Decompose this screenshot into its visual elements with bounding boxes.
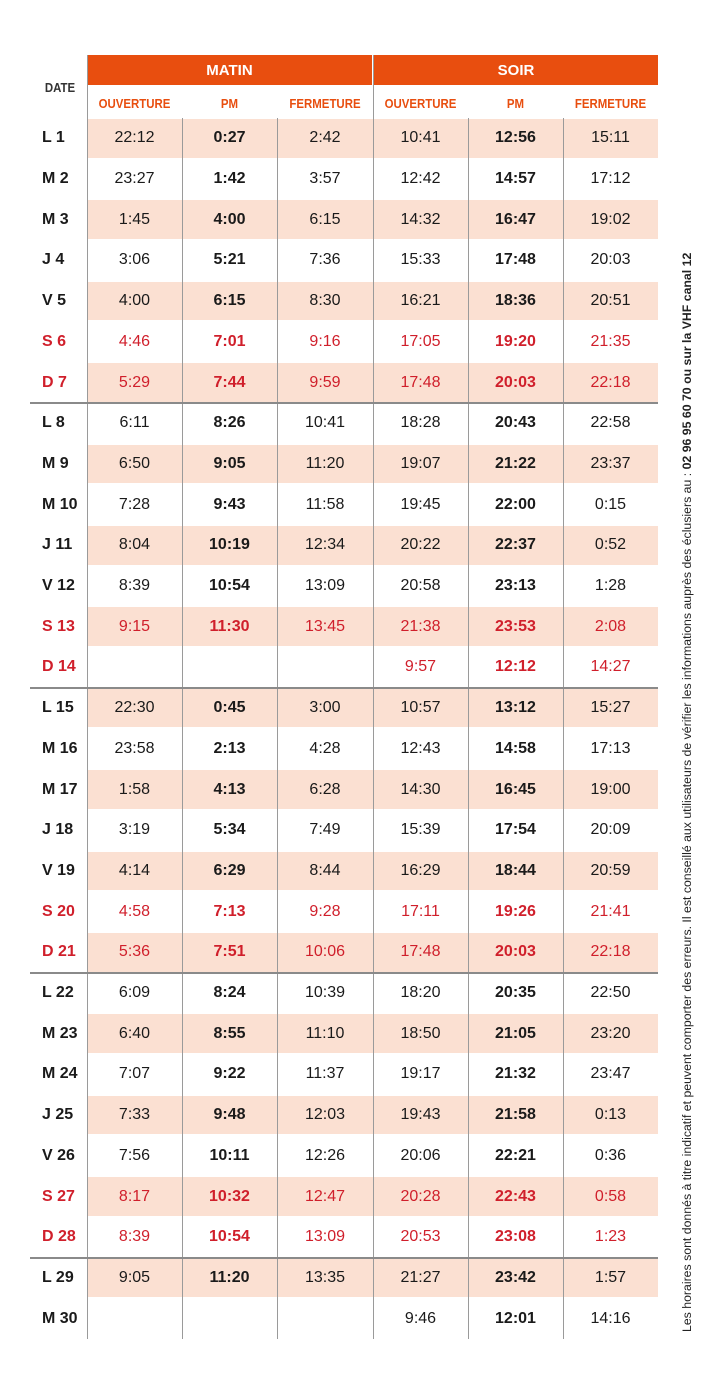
time-cell: 10:19	[209, 536, 250, 554]
day-label: D 21	[42, 943, 76, 961]
time-cell: 17:54	[495, 821, 536, 839]
day-label: M 30	[42, 1309, 78, 1327]
time-cell: 4:58	[118, 902, 151, 920]
day-label: M 23	[42, 1024, 78, 1042]
time-cell: 14:30	[400, 780, 441, 798]
time-cell	[277, 1298, 373, 1339]
time-cell: 12:01	[495, 1309, 536, 1327]
time-cell: 23:42	[495, 1268, 536, 1286]
time-cell: 10:06	[304, 943, 346, 961]
time-cell: 9:57	[404, 658, 437, 676]
day-label: J 25	[42, 1106, 74, 1124]
time-cell: 17:12	[590, 170, 631, 188]
time-cell	[87, 647, 182, 688]
time-cell: 6:15	[309, 210, 341, 228]
day-label: M 2	[42, 170, 69, 188]
time-cell	[277, 647, 373, 688]
time-cell: 20:06	[400, 1146, 441, 1164]
time-cell: 1:28	[594, 577, 627, 595]
time-cell: 13:09	[304, 577, 346, 595]
time-cell: 19:45	[400, 495, 441, 513]
time-cell: 19:07	[400, 454, 441, 472]
time-cell: 14:16	[590, 1309, 631, 1327]
day-label: M 3	[42, 210, 69, 228]
time-cell: 23:08	[495, 1228, 536, 1246]
day-label: V 26	[42, 1146, 75, 1164]
time-cell: 6:29	[213, 861, 246, 879]
day-label: S 20	[42, 902, 75, 920]
time-cell: 22:00	[495, 495, 536, 513]
time-cell	[87, 1298, 182, 1339]
time-cell: 0:52	[594, 536, 627, 554]
time-cell: 12:03	[304, 1106, 346, 1124]
time-cell: 0:36	[594, 1146, 627, 1164]
time-cell: 23:58	[114, 739, 155, 757]
column-header-1: PM	[220, 95, 239, 111]
time-cell: 20:59	[590, 861, 631, 879]
time-cell: 4:00	[118, 292, 151, 310]
time-cell: 16:47	[495, 210, 536, 228]
time-cell: 17:48	[495, 251, 536, 269]
time-cell: 15:27	[590, 699, 631, 717]
column-header-4: PM	[506, 95, 525, 111]
time-cell: 9:28	[309, 902, 341, 920]
time-cell: 8:04	[118, 536, 151, 554]
time-cell: 19:17	[400, 1065, 441, 1083]
time-cell: 20:03	[495, 943, 536, 961]
day-label: D 14	[42, 658, 76, 676]
time-cell: 18:36	[495, 292, 536, 310]
time-cell: 7:33	[118, 1106, 151, 1124]
time-cell: 13:45	[304, 617, 346, 635]
time-cell: 9:48	[213, 1106, 246, 1124]
time-cell: 21:05	[495, 1024, 536, 1042]
day-label: J 18	[42, 821, 74, 839]
time-cell: 21:22	[495, 454, 536, 472]
time-cell: 10:41	[400, 129, 441, 147]
time-cell: 22:30	[114, 699, 155, 717]
time-cell: 0:45	[213, 699, 246, 717]
time-cell: 5:34	[213, 821, 246, 839]
time-cell: 10:39	[304, 984, 346, 1002]
day-label: D 28	[42, 1228, 76, 1246]
time-cell: 7:36	[309, 251, 341, 269]
time-cell: 8:55	[213, 1024, 246, 1042]
time-cell: 12:26	[304, 1146, 346, 1164]
time-cell: 6:11	[119, 414, 150, 432]
time-cell: 1:57	[594, 1268, 627, 1286]
time-cell: 20:28	[400, 1187, 441, 1205]
time-cell: 8:30	[309, 292, 341, 310]
time-cell: 11:58	[305, 495, 345, 513]
time-cell: 20:53	[400, 1228, 441, 1246]
day-label: V 12	[42, 577, 75, 595]
day-label: S 27	[42, 1187, 75, 1205]
day-label: V 19	[42, 861, 75, 879]
time-cell: 22:21	[495, 1146, 536, 1164]
disclaimer-text: Les horaires sont donnés à titre indicatif et peuvent comporter des erreurs. Il est conseillé aux utilisateurs de vérifier les informations auprès des éclusiers au :	[680, 472, 694, 1332]
time-cell: 20:43	[495, 414, 536, 432]
time-cell: 9:22	[213, 1065, 246, 1083]
time-cell: 9:05	[118, 1268, 151, 1286]
time-cell: 19:43	[400, 1106, 441, 1124]
day-label: L 29	[42, 1268, 74, 1286]
time-cell: 20:22	[400, 536, 441, 554]
time-cell: 11:37	[305, 1065, 345, 1083]
time-cell: 14:32	[400, 210, 441, 228]
time-cell: 10:41	[304, 414, 346, 432]
time-cell: 22:12	[114, 129, 155, 147]
time-cell: 9:59	[309, 373, 341, 391]
time-cell: 22:18	[590, 943, 631, 961]
column-header-2: FERMETURE	[289, 95, 361, 111]
time-cell: 10:32	[209, 1187, 250, 1205]
time-cell: 15:11	[591, 129, 630, 147]
time-cell: 20:09	[590, 821, 631, 839]
column-header-3: OUVERTURE	[384, 95, 457, 111]
day-label: V 5	[42, 292, 67, 310]
time-cell: 8:26	[213, 414, 246, 432]
time-cell: 18:50	[400, 1024, 441, 1042]
time-cell: 8:24	[213, 984, 246, 1002]
time-cell: 9:43	[213, 495, 246, 513]
time-cell: 4:28	[309, 739, 341, 757]
time-cell: 0:15	[594, 495, 627, 513]
time-cell: 19:02	[590, 210, 631, 228]
day-label: L 22	[42, 984, 74, 1002]
date-column-header: DATE	[44, 79, 76, 95]
time-cell: 14:27	[590, 658, 631, 676]
time-cell: 12:42	[400, 170, 441, 188]
time-cell: 18:44	[495, 861, 536, 879]
day-label: L 15	[42, 699, 74, 717]
time-cell: 16:29	[400, 861, 441, 879]
time-cell: 10:54	[209, 577, 250, 595]
time-cell: 12:43	[400, 739, 441, 757]
disclaimer-contact: 02 96 95 60 70 ou sur la VHF canal 12	[680, 252, 694, 470]
time-cell: 9:46	[404, 1309, 437, 1327]
time-cell: 8:17	[118, 1187, 151, 1205]
day-label: M 17	[42, 780, 78, 798]
time-cell: 7:49	[309, 821, 341, 839]
time-cell: 16:21	[400, 292, 441, 310]
time-cell: 1:23	[594, 1228, 627, 1246]
time-cell: 15:39	[400, 821, 441, 839]
time-cell: 20:58	[400, 577, 441, 595]
time-cell: 10:57	[400, 699, 441, 717]
day-label: M 16	[42, 739, 78, 757]
time-cell: 0:27	[213, 129, 246, 147]
time-cell: 21:58	[495, 1106, 536, 1124]
time-cell: 15:33	[400, 251, 441, 269]
time-cell: 7:51	[213, 943, 246, 961]
time-cell: 3:06	[118, 251, 151, 269]
time-cell: 7:13	[213, 902, 246, 920]
time-cell: 20:03	[590, 251, 631, 269]
time-cell: 4:46	[118, 332, 151, 350]
time-cell: 19:20	[495, 332, 536, 350]
time-cell: 1:42	[213, 170, 246, 188]
time-cell: 4:13	[213, 780, 246, 798]
time-cell: 17:11	[401, 902, 440, 920]
time-cell: 21:41	[590, 902, 631, 920]
time-cell: 2:42	[309, 129, 341, 147]
time-cell: 13:12	[495, 699, 536, 717]
time-cell: 23:37	[590, 454, 631, 472]
day-label: M 9	[42, 454, 69, 472]
time-cell	[182, 1298, 277, 1339]
time-cell: 23:27	[114, 170, 155, 188]
time-cell: 19:26	[495, 902, 536, 920]
time-cell: 8:39	[118, 577, 151, 595]
time-cell: 5:21	[213, 251, 246, 269]
time-cell: 20:03	[495, 373, 536, 391]
disclaimer-note	[680, 92, 694, 1332]
time-cell: 4:14	[118, 861, 151, 879]
time-cell: 7:01	[213, 332, 246, 350]
time-cell: 2:08	[594, 617, 627, 635]
time-cell: 22:50	[590, 984, 631, 1002]
time-cell: 18:28	[400, 414, 441, 432]
time-cell: 21:32	[495, 1065, 536, 1083]
time-cell: 3:19	[118, 821, 151, 839]
time-cell: 11:20	[209, 1268, 250, 1286]
time-cell: 4:00	[213, 210, 246, 228]
time-cell: 3:57	[309, 170, 341, 188]
time-cell: 6:50	[118, 454, 151, 472]
time-cell: 17:05	[400, 332, 441, 350]
time-cell: 19:00	[590, 780, 631, 798]
time-cell: 23:20	[590, 1024, 631, 1042]
time-cell: 21:35	[590, 332, 631, 350]
time-cell: 7:28	[118, 495, 151, 513]
time-cell: 13:09	[304, 1228, 346, 1246]
time-cell: 23:53	[495, 617, 536, 635]
time-cell: 9:16	[309, 332, 341, 350]
soir-group-header: SOIR	[374, 55, 658, 85]
time-cell: 22:18	[590, 373, 631, 391]
day-label: L 8	[42, 414, 65, 432]
column-header-5: FERMETURE	[574, 95, 647, 111]
time-cell: 20:51	[590, 292, 631, 310]
time-cell: 13:35	[304, 1268, 346, 1286]
time-cell: 11:10	[305, 1024, 345, 1042]
time-cell: 22:37	[495, 536, 536, 554]
time-cell: 14:58	[495, 739, 536, 757]
day-label: J 11	[42, 536, 73, 554]
time-cell: 2:13	[213, 739, 246, 757]
time-cell: 23:13	[495, 577, 536, 595]
time-cell: 22:58	[590, 414, 631, 432]
time-cell: 6:28	[309, 780, 341, 798]
column-header-0: OUVERTURE	[98, 95, 171, 111]
time-cell: 9:15	[118, 617, 151, 635]
time-cell	[182, 647, 277, 688]
time-cell: 9:05	[213, 454, 246, 472]
time-cell: 18:20	[400, 984, 441, 1002]
time-cell: 12:56	[495, 129, 536, 147]
time-cell: 16:45	[495, 780, 536, 798]
time-cell: 11:20	[305, 454, 345, 472]
time-cell: 21:27	[400, 1268, 441, 1286]
time-cell: 14:57	[495, 170, 536, 188]
time-cell: 20:35	[495, 984, 536, 1002]
time-cell: 21:38	[400, 617, 441, 635]
day-label: D 7	[42, 373, 67, 391]
day-label: M 10	[42, 495, 78, 513]
day-label: S 13	[42, 617, 75, 635]
time-cell: 5:36	[118, 943, 151, 961]
time-cell: 3:00	[309, 699, 341, 717]
time-cell: 12:47	[304, 1187, 346, 1205]
matin-group-header: MATIN	[87, 55, 372, 85]
day-label: J 4	[42, 251, 65, 269]
time-cell: 7:44	[213, 373, 246, 391]
time-cell: 11:30	[209, 617, 250, 635]
time-cell: 17:48	[400, 373, 441, 391]
time-cell: 7:56	[118, 1146, 151, 1164]
time-cell: 6:15	[213, 292, 246, 310]
time-cell: 8:39	[118, 1228, 151, 1246]
time-cell: 22:43	[495, 1187, 536, 1205]
time-cell: 0:13	[594, 1106, 627, 1124]
time-cell: 23:47	[590, 1065, 631, 1083]
time-cell: 17:48	[400, 943, 441, 961]
time-cell: 10:11	[209, 1146, 250, 1164]
time-cell: 10:54	[209, 1228, 250, 1246]
time-cell: 12:12	[495, 658, 536, 676]
time-cell: 17:13	[590, 739, 631, 757]
time-cell: 12:34	[304, 536, 346, 554]
time-cell: 0:58	[594, 1187, 627, 1205]
day-label: L 1	[42, 129, 65, 147]
time-cell: 1:45	[118, 210, 151, 228]
time-cell: 1:58	[118, 780, 151, 798]
time-cell: 5:29	[118, 373, 151, 391]
time-cell: 7:07	[118, 1065, 151, 1083]
time-cell: 8:44	[309, 861, 341, 879]
time-cell: 6:40	[118, 1024, 151, 1042]
day-label: M 24	[42, 1065, 78, 1083]
time-cell: 6:09	[118, 984, 151, 1002]
day-label: S 6	[42, 332, 67, 350]
